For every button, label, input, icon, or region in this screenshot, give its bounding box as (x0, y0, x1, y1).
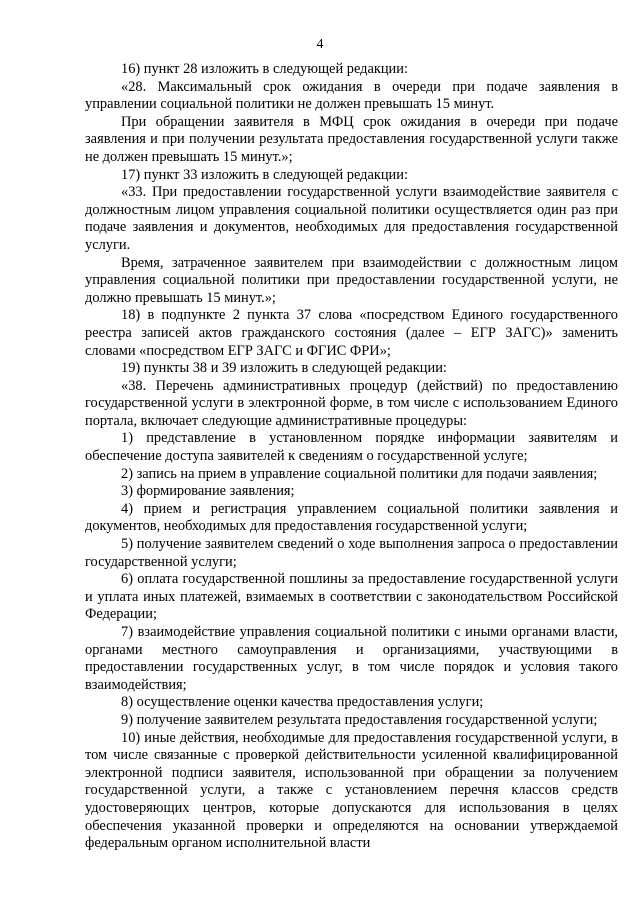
paragraph: 17) пункт 33 изложить в следующей редакции: (121, 166, 408, 183)
list-item: 3) формирование заявления; (121, 483, 295, 500)
paragraph: Время, затраченное заявителем при взаимодействии с должностным лицом управления социальной политики при предоставлении государственной услуги, не должно превышать 15 минут.»; (85, 254, 618, 306)
list-item: 6) оплата государственной пошлины за предоставление государственной услуги и уплата иных платежей, взимаемых в соответствии с законодательством Российской Федерации; (85, 571, 618, 623)
paragraph: «38. Перечень административных процедур (действий) по предоставлению государственной услуги в электронной форме, в том числе с использованием Единого портала, включает следующие административные процедуры: (85, 377, 618, 429)
list-item: 9) получение заявителем результата предоставления государственной услуги; (121, 711, 598, 728)
list-item: 5) получение заявителем сведений о ходе выполнения запроса о предоставлении государственной услуги; (85, 536, 618, 570)
paragraph: 18) в подпункте 2 пункта 37 слова «посредством Единого государственного реестра записей актов гражданского состояния (далее – ЕГР ЗАГС)» заменить словами «посредством ЕГР ЗАГС и ФГИС ФРИ»; (85, 307, 618, 359)
list-item: 8) осуществление оценки качества предоставления услуги; (121, 694, 484, 711)
paragraph: «28. Максимальный срок ожидания в очереди при подаче заявления в управлении социальной политики не должен превышать 15 минут. (85, 78, 618, 113)
list-item: 4) прием и регистрация управлением социальной политики заявления и документов, необходимых для предоставления государственной услуги; (85, 500, 618, 535)
list-item: 10) иные действия, необходимые для предоставления государственной услуги, в том числе связанные с проверкой действительности усиленной квалифицированной электронной подписи заявителя, использованной при обращении за получением государственной услуги, а также с установлением перечня классов средств удостоверяющих центров, которые допускаются для использования в целях обеспечения указанной проверки и определяются на основании утверждаемой федеральным органом исполнительной власти (85, 729, 618, 852)
list-item: 2) запись на прием в управление социальной политики для подачи заявления; (121, 465, 598, 482)
paragraph: 16) пункт 28 изложить в следующей редакции: (121, 61, 408, 77)
document-body (85, 61, 618, 853)
list-item: 7) взаимодействие управления социальной политики с иными органами власти, органами местного самоуправления и организациями, участвующими в предоставлении государственных услуг, в том числе порядок и условия такого взаимодействия; (85, 624, 618, 693)
list-item: 1) представление в установленном порядке информации заявителям и обеспечение доступа заявителей к сведениям о государственной услуге; (85, 430, 618, 465)
page-number: 4 (316, 37, 324, 52)
paragraph: 19) пункты 38 и 39 изложить в следующей редакции: (121, 360, 447, 377)
paragraph: При обращении заявителя в МФЦ срок ожидания в очереди при подаче заявления и при получении результата предоставления государственной услуги также не должен превышать 15 минут.»; (85, 113, 618, 165)
paragraph: «33. При предоставлении государственной услуги взаимодействие заявителя с должностным лицом управления социальной политики осуществляется один раз при подаче заявления и документов, необходимых для предоставления государственной услуги. (85, 184, 618, 253)
